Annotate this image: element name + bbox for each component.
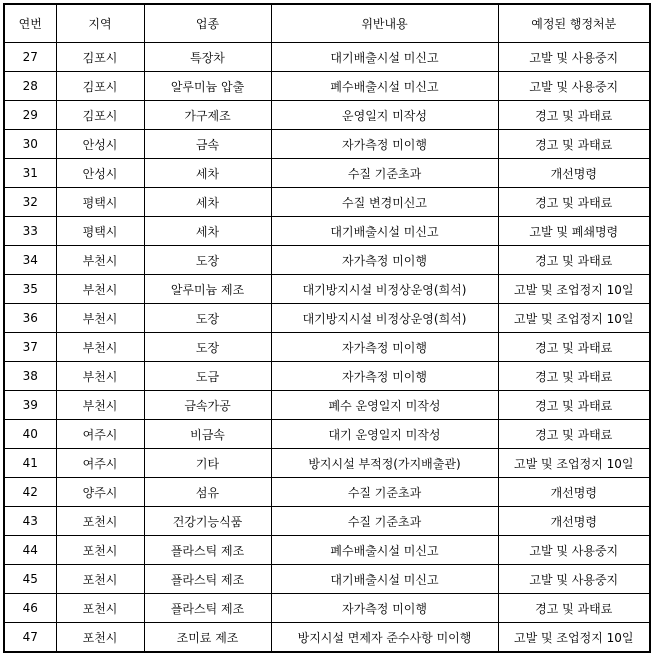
cell-planned-action: 고발 및 조업정지 10일 xyxy=(498,275,650,304)
table-body xyxy=(4,43,650,653)
cell-serial-number: 34 xyxy=(4,246,56,275)
table-row xyxy=(4,623,650,653)
cell-serial-number: 32 xyxy=(4,188,56,217)
cell-violation: 대기배출시설 미신고 xyxy=(271,43,498,72)
cell-serial-number: 44 xyxy=(4,536,56,565)
cell-planned-action: 고발 및 폐쇄명령 xyxy=(498,217,650,246)
cell-planned-action: 개선명령 xyxy=(498,159,650,188)
cell-serial-number: 28 xyxy=(4,72,56,101)
cell-serial-number: 37 xyxy=(4,333,56,362)
cell-planned-action: 고발 및 사용중지 xyxy=(498,565,650,594)
cell-industry: 세차 xyxy=(144,217,271,246)
table-row xyxy=(4,72,650,101)
table-row xyxy=(4,130,650,159)
cell-violation: 자가측정 미이행 xyxy=(271,333,498,362)
cell-planned-action: 고발 및 조업정지 10일 xyxy=(498,623,650,653)
cell-industry: 알루미늄 압출 xyxy=(144,72,271,101)
table-row xyxy=(4,420,650,449)
cell-industry: 도장 xyxy=(144,333,271,362)
cell-serial-number: 30 xyxy=(4,130,56,159)
cell-violation: 폐수배출시설 미신고 xyxy=(271,72,498,101)
table-row xyxy=(4,391,650,420)
table-header-row xyxy=(4,4,650,43)
header-planned-action: 예정된 행정처분 xyxy=(498,4,650,43)
cell-region: 부천시 xyxy=(56,304,144,333)
cell-region: 김포시 xyxy=(56,101,144,130)
cell-violation: 대기배출시설 미신고 xyxy=(271,565,498,594)
cell-violation: 폐수배출시설 미신고 xyxy=(271,536,498,565)
cell-region: 부천시 xyxy=(56,275,144,304)
cell-region: 포천시 xyxy=(56,507,144,536)
cell-region: 평택시 xyxy=(56,188,144,217)
cell-violation: 대기방지시설 비정상운영(희석) xyxy=(271,304,498,333)
cell-violation: 자가측정 미이행 xyxy=(271,130,498,159)
table-row xyxy=(4,217,650,246)
cell-industry: 세차 xyxy=(144,188,271,217)
cell-industry: 섬유 xyxy=(144,478,271,507)
cell-serial-number: 43 xyxy=(4,507,56,536)
table-row xyxy=(4,362,650,391)
document-page xyxy=(3,3,651,653)
table-row xyxy=(4,594,650,623)
cell-industry: 특장차 xyxy=(144,43,271,72)
cell-serial-number: 36 xyxy=(4,304,56,333)
table-row xyxy=(4,478,650,507)
table-row xyxy=(4,565,650,594)
cell-region: 포천시 xyxy=(56,536,144,565)
cell-region: 여주시 xyxy=(56,449,144,478)
cell-planned-action: 경고 및 과태료 xyxy=(498,246,650,275)
cell-industry: 세차 xyxy=(144,159,271,188)
cell-planned-action: 경고 및 과태료 xyxy=(498,333,650,362)
cell-region: 김포시 xyxy=(56,43,144,72)
cell-serial-number: 42 xyxy=(4,478,56,507)
cell-planned-action: 고발 및 사용중지 xyxy=(498,43,650,72)
table-row xyxy=(4,275,650,304)
table-row xyxy=(4,507,650,536)
cell-planned-action: 개선명령 xyxy=(498,507,650,536)
violations-table xyxy=(3,3,651,653)
cell-violation: 수질 변경미신고 xyxy=(271,188,498,217)
cell-industry: 금속가공 xyxy=(144,391,271,420)
cell-industry: 조미료 제조 xyxy=(144,623,271,653)
cell-planned-action: 고발 및 사용중지 xyxy=(498,72,650,101)
cell-serial-number: 47 xyxy=(4,623,56,653)
cell-violation: 수질 기준초과 xyxy=(271,507,498,536)
table-row xyxy=(4,101,650,130)
cell-planned-action: 경고 및 과태료 xyxy=(498,362,650,391)
cell-planned-action: 경고 및 과태료 xyxy=(498,101,650,130)
header-industry: 업종 xyxy=(144,4,271,43)
cell-region: 김포시 xyxy=(56,72,144,101)
cell-region: 부천시 xyxy=(56,246,144,275)
cell-violation: 자가측정 미이행 xyxy=(271,246,498,275)
cell-industry: 금속 xyxy=(144,130,271,159)
cell-region: 여주시 xyxy=(56,420,144,449)
table-row xyxy=(4,159,650,188)
cell-serial-number: 39 xyxy=(4,391,56,420)
cell-region: 양주시 xyxy=(56,478,144,507)
cell-planned-action: 경고 및 과태료 xyxy=(498,420,650,449)
cell-industry: 비금속 xyxy=(144,420,271,449)
cell-violation: 방지시설 면제자 준수사항 미이행 xyxy=(271,623,498,653)
cell-planned-action: 고발 및 조업정지 10일 xyxy=(498,449,650,478)
cell-serial-number: 27 xyxy=(4,43,56,72)
cell-region: 부천시 xyxy=(56,333,144,362)
cell-region: 평택시 xyxy=(56,217,144,246)
cell-serial-number: 41 xyxy=(4,449,56,478)
table-row xyxy=(4,304,650,333)
cell-planned-action: 경고 및 과태료 xyxy=(498,130,650,159)
cell-serial-number: 38 xyxy=(4,362,56,391)
header-region: 지역 xyxy=(56,4,144,43)
cell-industry: 알루미늄 제조 xyxy=(144,275,271,304)
cell-industry: 도금 xyxy=(144,362,271,391)
cell-violation: 방지시설 부적정(가지배출관) xyxy=(271,449,498,478)
table-row xyxy=(4,246,650,275)
cell-region: 부천시 xyxy=(56,362,144,391)
cell-violation: 폐수 운영일지 미작성 xyxy=(271,391,498,420)
cell-planned-action: 경고 및 과태료 xyxy=(498,391,650,420)
cell-serial-number: 31 xyxy=(4,159,56,188)
cell-violation: 자가측정 미이행 xyxy=(271,362,498,391)
header-serial-number: 연번 xyxy=(4,4,56,43)
cell-serial-number: 45 xyxy=(4,565,56,594)
cell-industry: 기타 xyxy=(144,449,271,478)
cell-industry: 건강기능식품 xyxy=(144,507,271,536)
cell-industry: 플라스틱 제조 xyxy=(144,565,271,594)
cell-region: 포천시 xyxy=(56,594,144,623)
cell-serial-number: 29 xyxy=(4,101,56,130)
cell-industry: 도장 xyxy=(144,304,271,333)
cell-industry: 가구제조 xyxy=(144,101,271,130)
table-row xyxy=(4,449,650,478)
cell-violation: 운영일지 미작성 xyxy=(271,101,498,130)
table-row xyxy=(4,333,650,362)
header-violation: 위반내용 xyxy=(271,4,498,43)
cell-serial-number: 33 xyxy=(4,217,56,246)
cell-violation: 대기 운영일지 미작성 xyxy=(271,420,498,449)
cell-region: 부천시 xyxy=(56,391,144,420)
cell-region: 안성시 xyxy=(56,130,144,159)
table-row xyxy=(4,536,650,565)
cell-region: 포천시 xyxy=(56,565,144,594)
cell-industry: 플라스틱 제조 xyxy=(144,594,271,623)
cell-planned-action: 경고 및 과태료 xyxy=(498,188,650,217)
cell-planned-action: 고발 및 사용중지 xyxy=(498,536,650,565)
cell-violation: 수질 기준초과 xyxy=(271,159,498,188)
cell-violation: 대기배출시설 미신고 xyxy=(271,217,498,246)
cell-serial-number: 46 xyxy=(4,594,56,623)
cell-serial-number: 40 xyxy=(4,420,56,449)
cell-violation: 자가측정 미이행 xyxy=(271,594,498,623)
table-row xyxy=(4,43,650,72)
cell-planned-action: 경고 및 과태료 xyxy=(498,594,650,623)
cell-region: 안성시 xyxy=(56,159,144,188)
cell-region: 포천시 xyxy=(56,623,144,653)
cell-industry: 도장 xyxy=(144,246,271,275)
cell-planned-action: 고발 및 조업정지 10일 xyxy=(498,304,650,333)
cell-industry: 플라스틱 제조 xyxy=(144,536,271,565)
cell-violation: 대기방지시설 비정상운영(희석) xyxy=(271,275,498,304)
cell-violation: 수질 기준초과 xyxy=(271,478,498,507)
cell-serial-number: 35 xyxy=(4,275,56,304)
table-row xyxy=(4,188,650,217)
cell-planned-action: 개선명령 xyxy=(498,478,650,507)
